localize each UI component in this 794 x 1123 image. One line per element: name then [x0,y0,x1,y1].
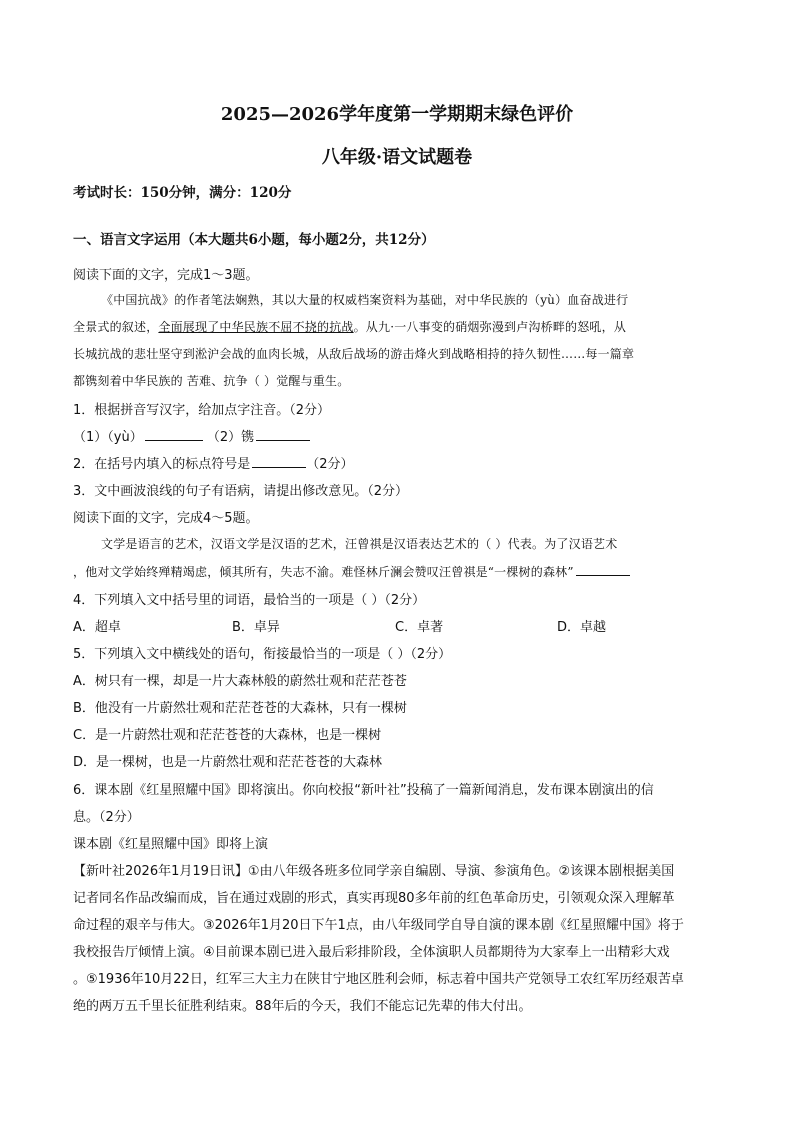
passage1-line: 《中国抗战》的作者笔法娴熟，其以大量的权威档案资料为基础，对中华民族的（yù）血奋战进行 [101,293,629,307]
answer-blank[interactable] [252,454,306,468]
question-2-score: （2分） [306,457,354,472]
q5-option-b[interactable]: B．他没有一片蔚然壮观和茫茫苍苍的大森林，只有一棵树 [73,701,407,716]
passage1-line: 长城抗战的悲壮坚守到淞沪会战的血肉长城，从敌后战场的游击烽火到战略相持的持久韧性……每一篇章 [73,347,635,361]
exam-subtitle: 八年级·语文试题卷 [321,147,473,168]
answer-blank[interactable] [145,427,203,441]
news-body-line: 记者同名作品改编而成，旨在通过戏剧的形式，真实再现80多年前的红色革命历史，引领观众深入理解革 [73,891,675,906]
q4-option-c[interactable]: C．卓著 [395,620,444,635]
question-5: 5．下列填入文中横线处的语句，衔接最恰当的一项是（ ）（2分） [73,647,452,662]
passage1-line [73,318,626,335]
section-heading: 一、语言文字运用（本大题共6小题，每小题2分，共12分） [73,232,435,248]
exam-title: 2025—2026学年度第一学期期末绿色评价 [220,104,574,125]
passage1-text: 。从九·一八事变的硝烟弥漫到卢沟桥畔的怒吼，从 [353,320,627,334]
answer-blank[interactable] [256,427,310,441]
news-body-line: 命过程的艰辛与伟大。③2026年1月20日下午1点，由八年级同学自导自演的课本剧《红星照耀中国》将于 [73,918,684,933]
q1-part-a: （1）（yù） [73,430,143,445]
question-6: 6．课本剧《红星照耀中国》即将演出。你向校报“新叶社”投稿了一篇新闻消息，发布课本剧演出的信 [73,783,654,798]
question-2 [73,453,354,472]
q5-option-c[interactable]: C．是一片蔚然壮观和茫茫苍苍的大森林，也是一棵树 [73,728,382,743]
question-1: 1．根据拼音写汉字，给加点字注音。（2分） [73,403,331,418]
q4-option-b[interactable]: B．卓异 [232,620,280,635]
question-1-answers [73,426,310,445]
passage2-line: 文学是语言的艺术，汉语文学是汉语的艺术，汪曾祺是汉语表达艺术的（ ）代表。为了汉语艺术 [101,537,618,551]
q4-option-a[interactable]: A．超卓 [73,620,121,635]
q5-option-a[interactable]: A．树只有一棵，却是一片大森林般的蔚然壮观和茫茫苍苍 [73,674,407,689]
reading-intro-1: 阅读下面的文字，完成1～3题。 [73,268,259,283]
news-body-line: 。⑤1936年10月22日，红军三大主力在陕甘宁地区胜利会师，标志着中国共产党领导工农红军历经艰苦卓 [73,972,684,987]
news-title: 课本剧《红星照耀中国》即将上演 [73,837,269,852]
news-body-line: 我校报告厅倾情上演。④目前课本剧已进入最后彩排阶段，全体演职人员都期待为大家奉上一出精彩大戏 [73,945,670,960]
news-body-line: 绝的两万五千里长征胜利结束。88年后的今天，我们不能忘记先辈的伟大付出。 [73,999,532,1014]
passage1-underlined: 全面展现了中华民族不屈不挠的抗战 [158,320,354,334]
exam-info: 考试时长：150分钟，满分：120分 [73,185,292,201]
reading-intro-2: 阅读下面的文字，完成4～5题。 [73,511,259,526]
q1-part-b: （2）镌 [206,430,255,445]
news-body-line: 【新叶社2026年1月19日讯】①由八年级各班多位同学亲自编剧、导演、参演角色。②该课本剧根据美国 [73,864,675,879]
passage2-text: ，他对文学始终殚精竭虑，倾其所有，失志不渝。难怪林斤澜会赞叹汪曾祺是“一棵树的森林” [73,565,574,579]
q5-option-d[interactable]: D．是一棵树，也是一片蔚然壮观和茫茫苍苍的大森林 [73,755,383,770]
question-3: 3．文中画波浪线的句子有语病，请提出修改意见。（2分） [73,484,409,499]
question-2-text: 2．在括号内填入的标点符号是 [73,457,251,472]
passage1-text: 全景式的叙述， [73,320,159,334]
answer-blank[interactable] [576,562,630,576]
passage1-line: 都镌刻着中华民族的 苦难、抗争（ ）觉醒与重生。 [73,374,350,388]
q4-option-d[interactable]: D．卓越 [557,620,607,635]
question-4: 4．下列填入文中括号里的词语，最恰当的一项是（ ）（2分） [73,593,426,608]
question-6-cont: 息。（2分） [73,810,140,825]
passage2-line [73,562,630,580]
